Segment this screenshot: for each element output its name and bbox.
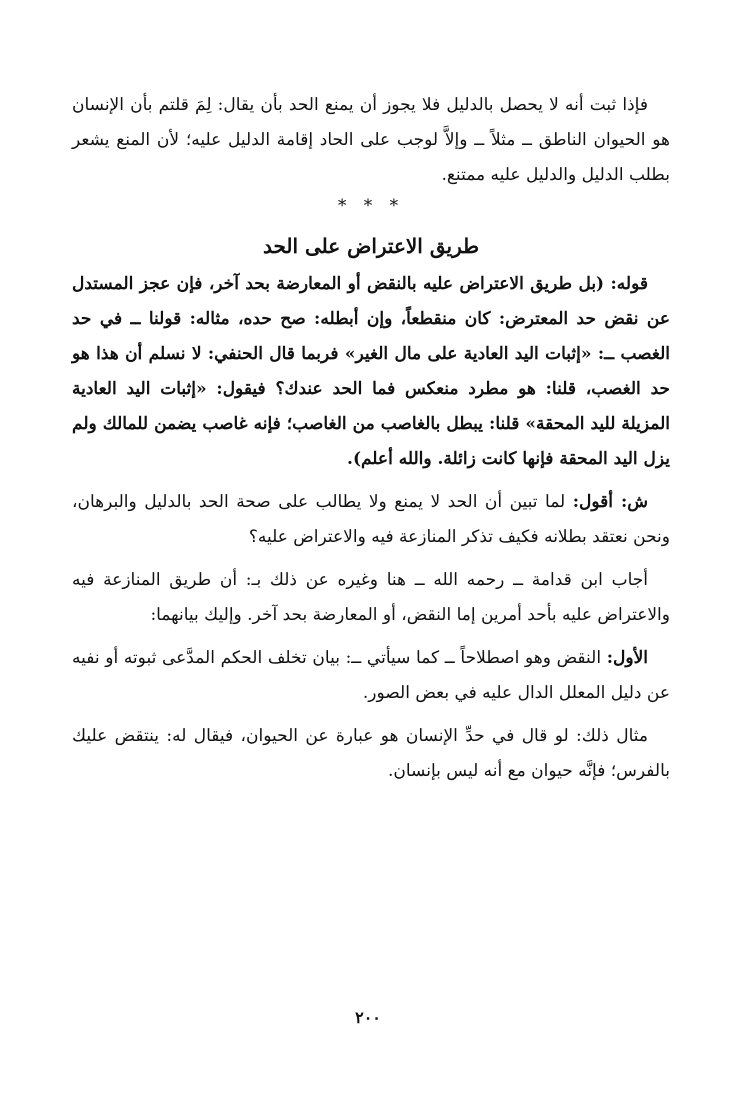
quoted-text-paragraph: قوله: (بل طريق الاعتراض عليه بالنقض أو المعارضة بحد آخر، فإن عجز المستدل عن نقض حد المعترض: كان منقطعاً، وإن أبطله: صح حده، مثاله: قولنا ــ في حد الغصب ــ: «إثبات اليد العادية على مال الغير» فربما قال الحنفي: لا نسلم أن هذا هو حد الغصب، قلنا: هو مطرد منعكس فما الحد عندك؟ فيقول: «إثبات اليد العادية المزيلة لليد المحقة» قلنا: يبطل بالغاصب من الغاصب؛ فإنه غاصب يضمن للمالك ولم يزل اليد المحقة فإنها كانت زائلة. والله أعلم). — [72, 274, 670, 469]
example-paragraph: مثال ذلك: لو قال في حدِّ الإنسان هو عبارة عن الحيوان، فيقال له: ينتقض عليك بالفرس؛ فإنَّه حيوان مع أنه ليس بإنسان. — [72, 726, 670, 781]
intro-paragraph: فإذا ثبت أنه لا يحصل بالدليل فلا يجوز أن يمنع الحد بأن يقال: لِمَ قلتم بأن الإنسان هو الحيوان الناطق ــ مثلاً ــ وإلاَّ لوجب على الحاد إقامة الدليل عليه؛ لأن المنع يشعر بطلب الدليل والدليل عليه ممتنع. — [72, 95, 670, 185]
answer-paragraph: أجاب ابن قدامة ــ رحمه الله ــ هنا وغيره عن ذلك بـ: أن طريق المنازعة فيه والاعتراض عليه بأحد أمرين إما النقض، أو المعارضة بحد آخر. وإليك بيانهما: — [72, 570, 670, 625]
commentary-paragraph — [72, 485, 670, 555]
commentary-text: لما تبين أن الحد لا يمنع ولا يطالب على صحة الحد بالدليل والبرهان، ونحن نعتقد بطلانه فكيف تذكر المنازعة فيه والاعتراض عليه؟ — [72, 492, 670, 547]
first-point-label: الأول: — [606, 648, 648, 668]
commentary-label: ش: أقول: — [572, 492, 648, 512]
page-number: ٢٠٠ — [355, 1008, 381, 1027]
section-heading: طريق الاعتراض على الحد — [262, 234, 480, 258]
first-point-text: النقض وهو اصطلاحاً ــ كما سيأتي ــ: بيان تخلف الحكم المدَّعى ثبوته أو نفيه عن دليل المعلل الدال عليه في بعض الصور. — [72, 648, 670, 703]
first-point-paragraph — [72, 641, 670, 711]
section-separator: * * * — [337, 196, 405, 216]
page-body — [72, 88, 670, 789]
